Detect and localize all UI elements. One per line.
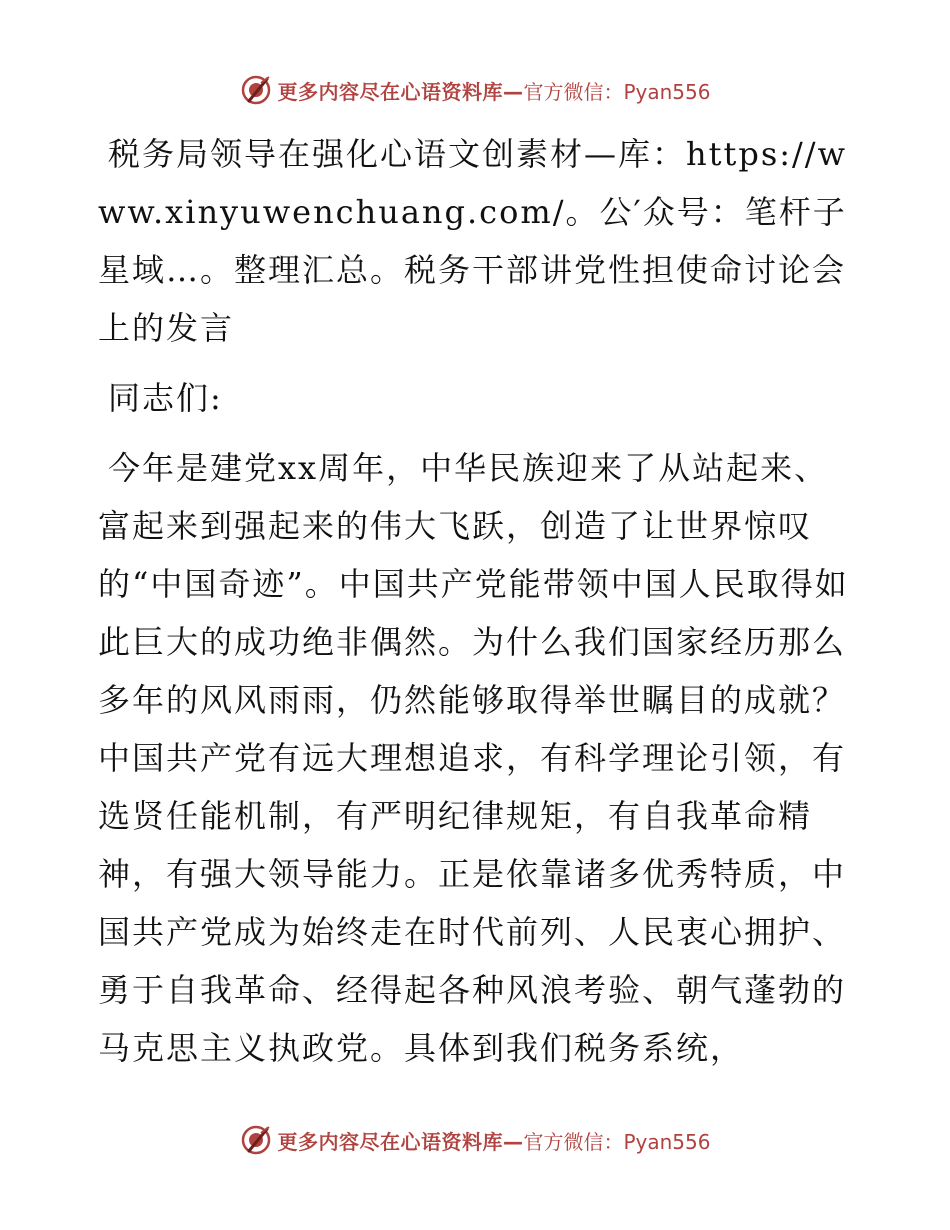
watermark-wechat: 官方微信：Pyan556 <box>523 79 711 104</box>
feather-logo-icon <box>239 1123 273 1157</box>
footer-watermark <box>0 1120 950 1160</box>
feather-logo-icon <box>239 73 273 107</box>
document-title: 税务局领导在强化心语文创素材—库：https://www.xinyuwenchuang.com/。公′众号：笔杆子星域…。整理汇总。税务干部讲党性担使命讨论会上的发言 <box>98 135 847 347</box>
body-paragraph: 今年是建党xx周年，中华民族迎来了从站起来、富起来到强起来的伟大飞跃，创造了让世界惊叹的“中国奇迹”。中国共产党能带领中国人民取得如此巨大的成功绝非偶然。为什么我们国家经历那么多年的风风雨雨，仍然能够取得举世瞩目的成就？中国共产党有远大理想追求，有科学理论引领，有选贤任能机制，有严明纪律规矩，有自我革命精神，有强大领导能力。正是依靠诸多优秀特质，中国共产党成为始终走在时代前列、人民衷心拥护、勇于自我革命、经得起各种风浪考验、朝气蓬勃的马克思主义执政党。具体到我们税务系统， <box>98 449 849 1067</box>
document-body <box>98 125 850 1077</box>
watermark-text: 更多内容尽在心语资料库— <box>277 79 524 104</box>
watermark-text: 更多内容尽在心语资料库— <box>277 1129 524 1154</box>
greeting: 同志们: <box>108 379 223 417</box>
watermark-wechat: 官方微信：Pyan556 <box>523 1129 711 1154</box>
header-watermark <box>0 70 950 110</box>
